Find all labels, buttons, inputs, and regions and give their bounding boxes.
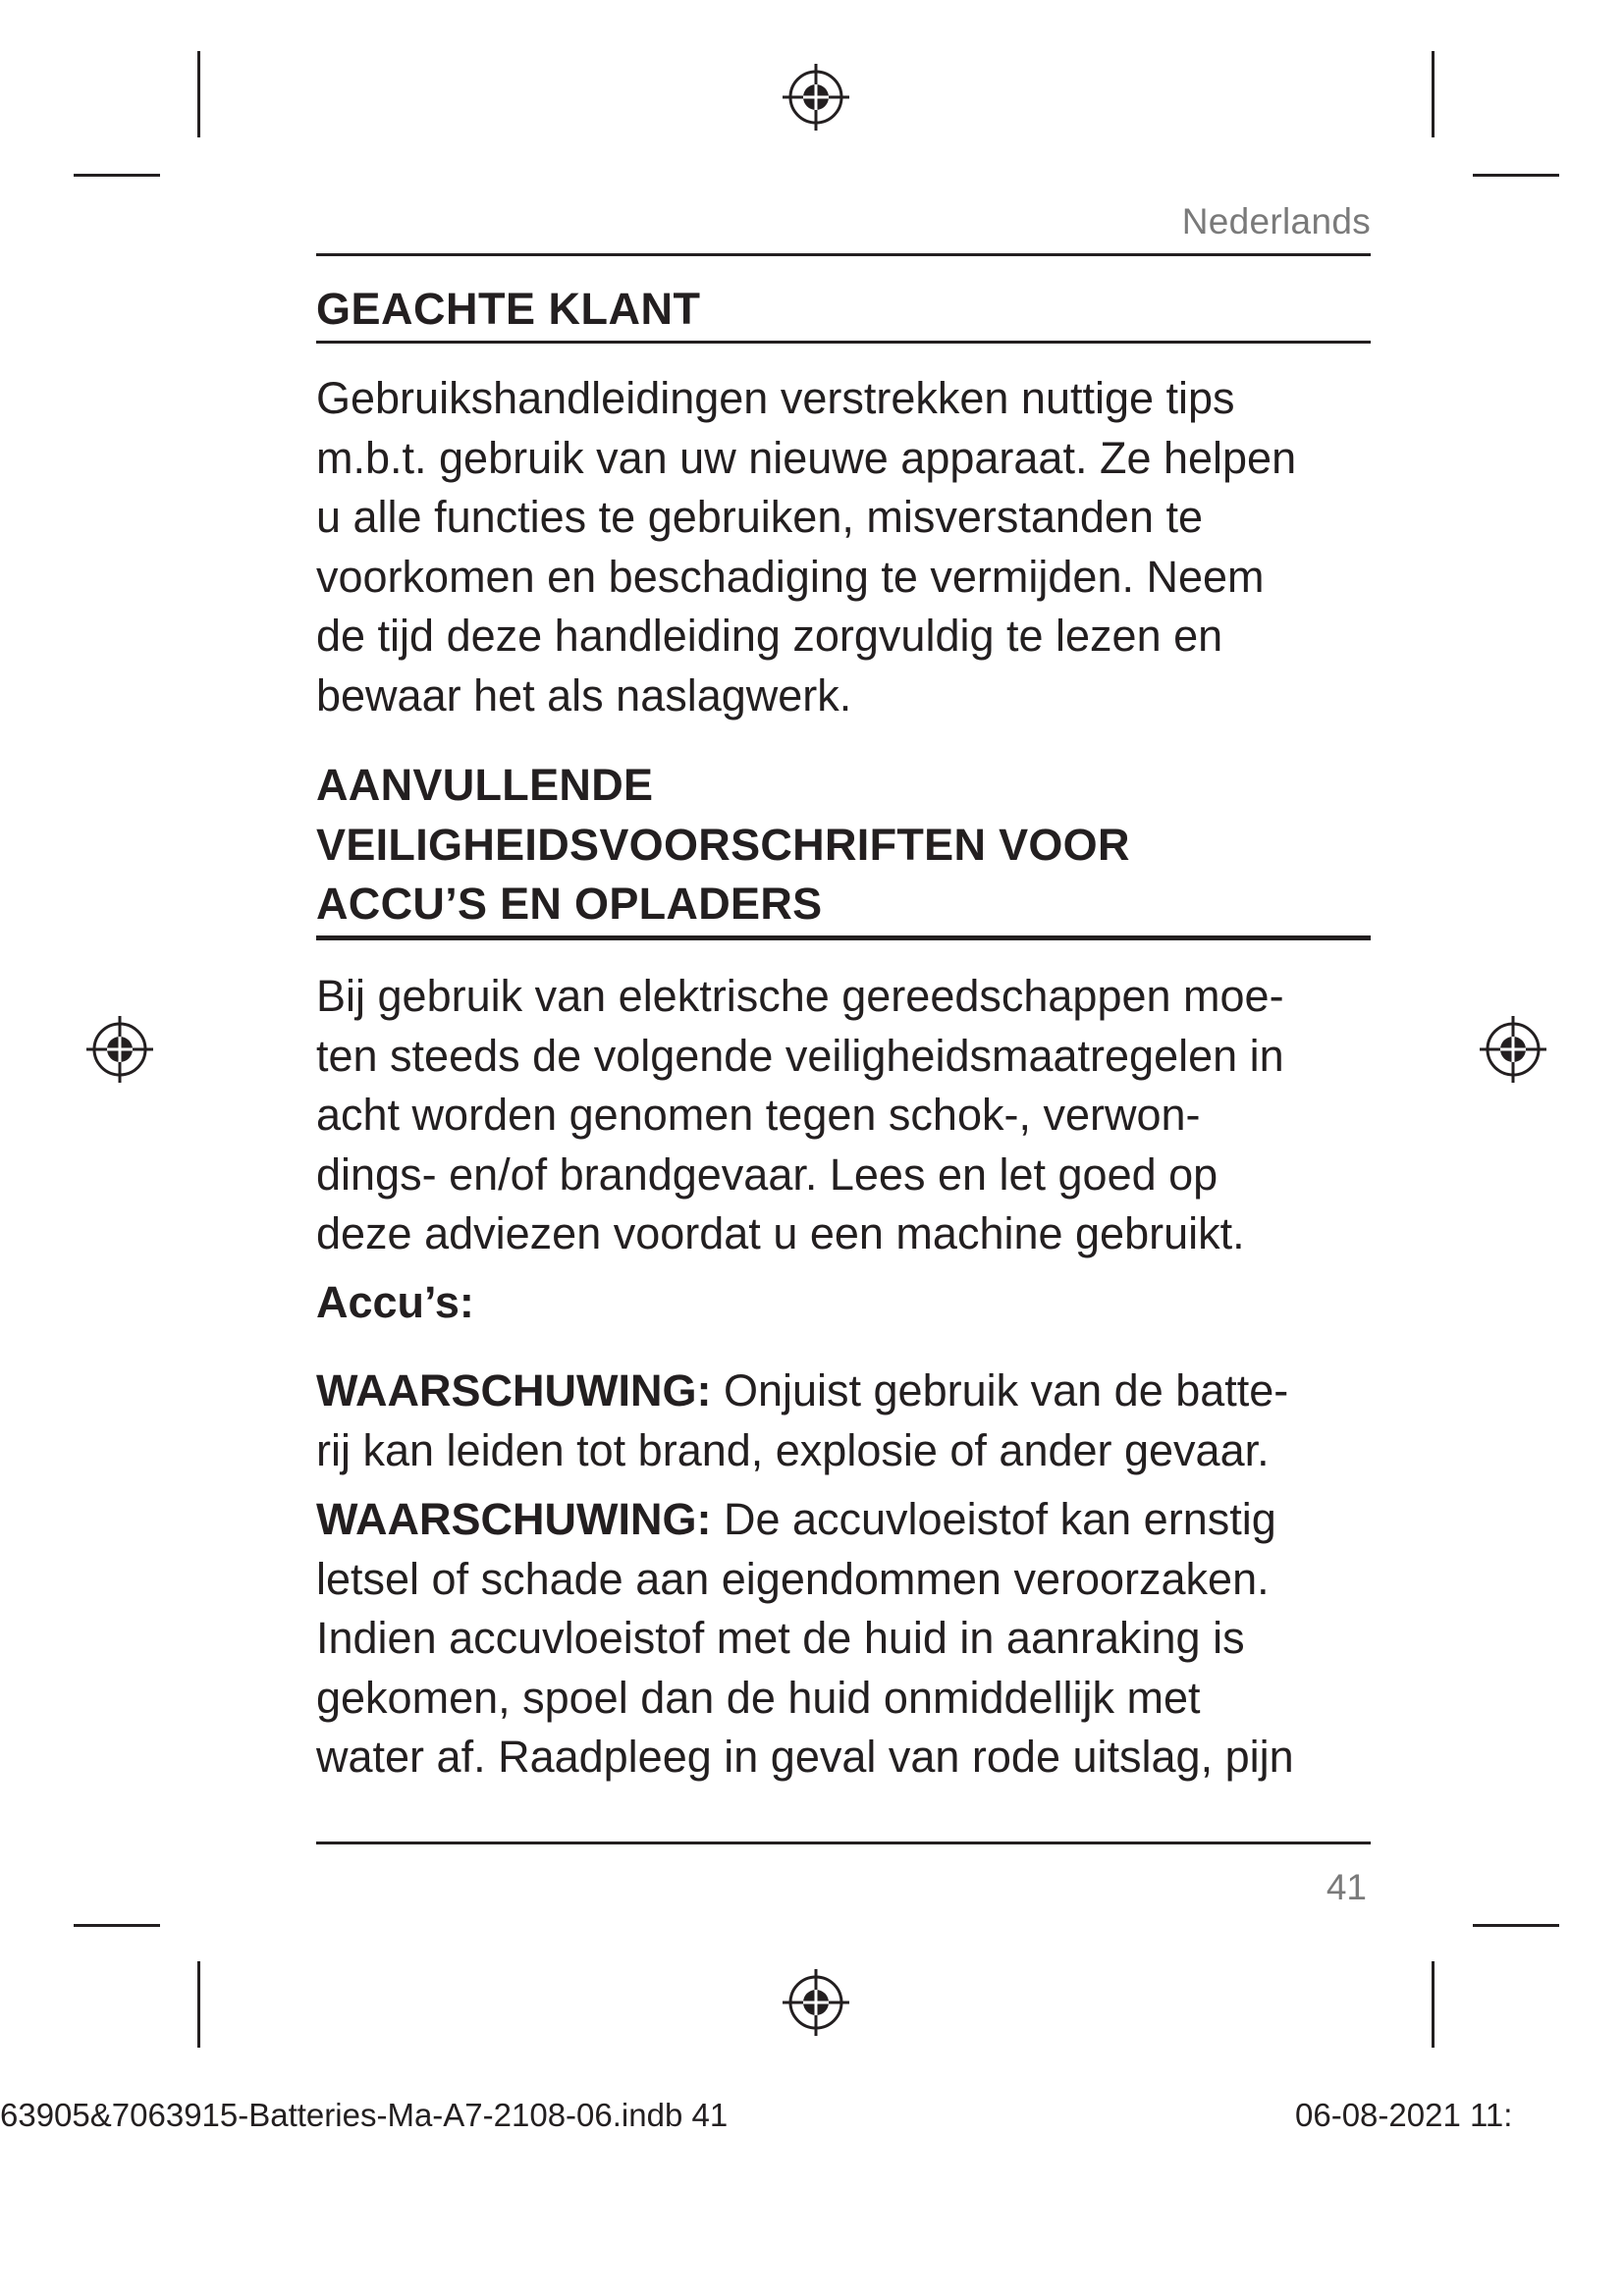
registration-mark-icon — [1476, 1012, 1550, 1087]
heading-rule-thick — [316, 935, 1371, 940]
language-label: Nederlands — [1181, 201, 1371, 241]
crop-mark-top-right-horizontal — [1473, 174, 1559, 177]
footer-rule — [316, 1842, 1371, 1844]
registration-mark-icon — [779, 60, 853, 134]
section-heading-safety: AANVULLENDE VEILIGHEIDSVOORSCHRIFTEN VOOR ACCU’S EN OPLADERS — [316, 760, 1130, 929]
registration-mark-icon — [779, 1965, 853, 2040]
crop-mark-top-left-vertical — [197, 51, 200, 137]
print-slug-date: 06-08-2021 11: — [1295, 2097, 1513, 2133]
crop-mark-bottom-left-horizontal — [74, 1924, 160, 1927]
warning-text: De accuvloeistof kan ernstig letsel of schade aan eigendommen veroorzaken. Indien accuvloeistof met de huid in aanraking is gekomen, spoel dan de huid onmiddellijk met water af. Raadpleeg in geval van rode uitslag, pijn — [316, 1494, 1294, 1782]
warning-label: WAARSCHUWING: — [316, 1494, 712, 1544]
heading-rule — [316, 341, 1371, 344]
print-slug-filename: 63905&7063915-Batteries-Ma-A7-2108-06.indb 41 — [0, 2097, 729, 2133]
page-number: 41 — [1326, 1867, 1367, 1907]
warning-label: WAARSCHUWING: — [316, 1365, 712, 1415]
warning-paragraph-2 — [316, 1490, 1294, 1788]
section-heading-dear-customer: GEACHTE KLANT — [316, 284, 701, 334]
warning-text: Onjuist gebruik van de batte- rij kan leiden tot brand, explosie of ander gevaar. — [316, 1365, 1289, 1475]
crop-mark-bottom-right-vertical — [1432, 1961, 1435, 2048]
crop-mark-top-left-horizontal — [74, 174, 160, 177]
batteries-subheading: Accu’s: — [316, 1277, 474, 1327]
crop-mark-top-right-vertical — [1432, 51, 1435, 137]
crop-mark-bottom-right-horizontal — [1473, 1924, 1559, 1927]
crop-mark-bottom-left-vertical — [197, 1961, 200, 2048]
safety-paragraph: Bij gebruik van elektrische gereedschappen moe- ten steeds de volgende veiligheidsmaatregelen in acht worden genomen tegen schok-, verwon- dings- en/of brandgevaar. Lees en let goed op deze adviezen voordat u een machine gebruikt. — [316, 971, 1284, 1258]
header-rule — [316, 253, 1371, 256]
intro-paragraph: Gebruikshandleidingen verstrekken nuttige tips m.b.t. gebruik van uw nieuwe apparaat. Ze helpen u alle functies te gebruiken, misverstanden te voorkomen en beschadiging te vermijden. Neem de tijd deze handleiding zorgvuldig te lezen en bewaar het als naslagwerk. — [316, 373, 1297, 721]
registration-mark-icon — [82, 1012, 157, 1087]
warning-paragraph-1 — [316, 1362, 1288, 1480]
